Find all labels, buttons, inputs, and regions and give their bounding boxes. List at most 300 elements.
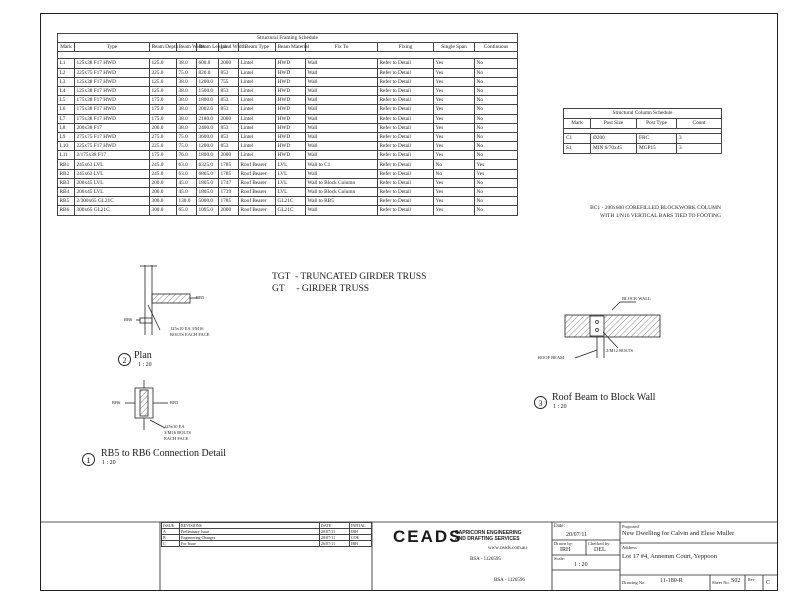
table-cell: 853 (219, 105, 239, 114)
header-cell: Post Size (591, 119, 637, 129)
date-label: Date: (554, 524, 565, 529)
table-cell: HWD (276, 151, 306, 160)
table-cell: 175.0 (150, 105, 177, 114)
table-cell: Ø200 (591, 134, 637, 144)
table-cell: Wall (306, 59, 378, 68)
table-cell: Yes (434, 188, 475, 197)
table-cell: FRC (637, 134, 677, 144)
header-cell: Continuous (475, 43, 518, 52)
table-cell: Yes (434, 123, 475, 132)
table-cell: Yes (434, 142, 475, 151)
table-cell: 38.0 (177, 86, 197, 95)
scale-value: 1 : 20 (574, 562, 588, 568)
table-cell: No (475, 123, 518, 132)
plan-bolt-note (170, 326, 210, 338)
table-cell: RB3 (58, 178, 75, 187)
table-cell: RB6 (58, 206, 75, 215)
table-cell: 1747 (219, 178, 239, 187)
table-cell: 1785 (219, 197, 239, 206)
table-cell: HWD (276, 86, 306, 95)
table-cell: L5 (58, 96, 75, 105)
table-cell: Refer to Detail (378, 68, 434, 77)
table-cell: 125x38 F17 HWD (75, 59, 150, 68)
plan-label-rb6: RB6 (124, 317, 133, 322)
table-cell: B (162, 535, 180, 541)
table-cell: No (475, 197, 518, 206)
table-cell: Yes (434, 86, 475, 95)
table-cell: 38.0 (177, 123, 197, 132)
table-cell: 175.0 (150, 114, 177, 123)
project-name: New Dwelling for Calvin and Elese Muller (622, 530, 735, 537)
table-cell: HWD (276, 105, 306, 114)
table-cell: 45.0 (177, 188, 197, 197)
table-cell: Wall (306, 123, 378, 132)
table-cell: 1785 (219, 169, 239, 178)
connection-bolt-note-line2: 3/M16 BOLTS (164, 430, 191, 435)
header-cell: Load Width (220, 44, 246, 51)
table-cell: IRH (350, 541, 372, 547)
table-cell: Wall to C1 (306, 160, 378, 169)
table-cell: Lintel (239, 77, 276, 86)
header-cell: DATE (320, 523, 350, 529)
block-detail-scale: 1 : 20 (553, 404, 567, 410)
table-cell: No (475, 77, 518, 86)
table-cell: 63.0 (177, 160, 197, 169)
table-cell: L11 (58, 151, 75, 160)
table-cell: Refer to Detail (378, 188, 434, 197)
table-cell: HWD (276, 123, 306, 132)
table-cell: 225x75 F17 HWD (75, 142, 150, 151)
connection-detail-number: 1 (82, 453, 95, 466)
table-cell: Lintel (239, 86, 276, 95)
table-cell: Yes (434, 132, 475, 141)
plan-detail-drawing (136, 265, 198, 335)
table-cell: 38.0 (177, 114, 197, 123)
table-cell: 2000 (219, 114, 239, 123)
table-cell: Preliminary Issue (180, 529, 320, 535)
drawing-no-label: Drawing No. (622, 580, 646, 585)
table-cell: 125.0 (150, 77, 177, 86)
table-cell: No (475, 142, 518, 151)
table-cell: 175x38 F17 HWD (75, 96, 150, 105)
header-cell: Post Type (637, 119, 677, 129)
table-cell: 2/175x38 F17 (75, 151, 150, 160)
table-cell: 245x63 LVL (75, 169, 150, 178)
table-cell: Roof Bearer (239, 206, 276, 215)
table-cell: 853 (219, 86, 239, 95)
table-cell: 1805.0 (197, 178, 219, 187)
header-cell: Mark (58, 43, 75, 52)
table-cell: Roof Bearer (239, 160, 276, 169)
table-cell: No (475, 178, 518, 187)
table-cell: No (475, 105, 518, 114)
table-cell: A (162, 529, 180, 535)
table-cell: 1200.0 (197, 142, 219, 151)
bsa-number-1: BSA - 1126595 (470, 557, 501, 562)
table-cell: HWD (276, 142, 306, 151)
table-cell: 20/07/11 (320, 535, 350, 541)
table-cell: COE (350, 535, 372, 541)
table-cell: 75.0 (177, 68, 197, 77)
table-cell: MIN 6/70x45 (591, 144, 637, 154)
table-cell: 300.0 (150, 197, 177, 206)
column-note-line1: BC1 - 200x600 COREFILLED BLOCKWORK COLUMN (590, 205, 721, 211)
table-cell: Yes (434, 178, 475, 187)
table-cell: HWD (276, 132, 306, 141)
company-subtitle (455, 530, 522, 542)
table-cell: 6325.0 (197, 160, 219, 169)
table-cell: Wall (306, 206, 378, 215)
table-cell: No (475, 114, 518, 123)
table-cell: L10 (58, 142, 75, 151)
table-cell: 175x38 F17 HWD (75, 114, 150, 123)
table-cell: Refer to Detail (378, 86, 434, 95)
table-cell: MGP15 (637, 144, 677, 154)
table-cell: 853 (219, 142, 239, 151)
connection-bolt-note-line3: EACH FACE (164, 436, 189, 441)
table-cell: Refer to Detail (378, 123, 434, 132)
table-cell: No (475, 132, 518, 141)
block-wall-label: BLOCK WALL (622, 296, 651, 301)
table-cell: 125.0 (150, 86, 177, 95)
table-cell: Refer to Detail (378, 169, 434, 178)
table-cell: Refer to Detail (378, 142, 434, 151)
connection-detail-title: RB5 to RB6 Connection Detail (101, 448, 226, 459)
table-cell: Wall (306, 132, 378, 141)
table-cell: 225.0 (150, 68, 177, 77)
table-cell: 820.0 (197, 68, 219, 77)
revisions-table (161, 522, 372, 547)
table-cell: 26/07/11 (320, 541, 350, 547)
table-cell: L4 (58, 86, 75, 95)
legend-gt: GT - GIRDER TRUSS (272, 284, 370, 294)
header-cell: REVISIONS (180, 523, 320, 529)
table-cell: 2180.0 (197, 114, 219, 123)
header-cell: Single Span (434, 43, 475, 52)
drawn-by-value: IRH (560, 547, 571, 553)
table-cell: Yes (434, 197, 475, 206)
table-cell: 600.0 (197, 59, 219, 68)
table-cell: 125.0 (150, 59, 177, 68)
connection-bolt-note (164, 424, 191, 442)
table-cell: Yes (434, 206, 475, 215)
connection-detail-drawing (125, 380, 168, 430)
checked-by-label: Checked by: (588, 541, 611, 546)
company-subtitle-line1: CAPRICORN ENGINEERING (455, 530, 522, 536)
table-cell: 245.0 (150, 160, 177, 169)
rev-value: C (766, 580, 771, 586)
table-cell: Yes (434, 114, 475, 123)
table-cell: Roof Bearer (239, 169, 276, 178)
table-cell: No (434, 169, 475, 178)
table-cell: Engineering Changes (180, 535, 320, 541)
table-cell: 75.0 (177, 142, 197, 151)
table-cell: 853 (219, 123, 239, 132)
table-cell: Refer to Detail (378, 105, 434, 114)
table-cell: 45.0 (177, 178, 197, 187)
table-cell: 755 (219, 77, 239, 86)
table-cell: S1 (564, 144, 591, 154)
table-cell: 76.0 (177, 151, 197, 160)
table-cell: 125x38 F17 HWD (75, 86, 150, 95)
table-cell: Refer to Detail (378, 178, 434, 187)
table-cell: 125x38 F17 HWD (75, 77, 150, 86)
header-cell: Beam Depth (151, 44, 179, 51)
table-cell: 3 (677, 134, 722, 144)
table-cell: 175.0 (150, 151, 177, 160)
table-cell: Wall (306, 86, 378, 95)
table-cell: Lintel (239, 59, 276, 68)
table-cell: Wall to Block Column (306, 188, 378, 197)
table-cell: 1500.0 (197, 86, 219, 95)
table-cell: HWD (276, 59, 306, 68)
revision-row (162, 541, 372, 547)
table-cell: No (475, 96, 518, 105)
table-cell: Lintel (239, 132, 276, 141)
block-detail-title: Roof Beam to Block Wall (552, 392, 656, 403)
table-cell: 38.0 (177, 77, 197, 86)
table-cell: 1785 (219, 160, 239, 169)
table-cell: 2000 (219, 151, 239, 160)
block-detail-number: 3 (534, 396, 547, 409)
table-cell: Wall (306, 151, 378, 160)
table-cell: 300x65 GL21C (75, 206, 150, 215)
table-cell: L7 (58, 114, 75, 123)
header-cell: Fix To (306, 43, 378, 52)
table-cell: Refer to Detail (378, 77, 434, 86)
table-cell: Refer to Detail (378, 114, 434, 123)
sheet-no-label: Sheet No. (712, 580, 730, 585)
table-cell: LVL (276, 160, 306, 169)
table-cell: 1095.0 (197, 206, 219, 215)
table-cell: Yes (434, 151, 475, 160)
header-cell: Count (677, 119, 722, 129)
table-cell: Yes (475, 160, 518, 169)
table-cell: For Issue (180, 541, 320, 547)
table-cell: Lintel (239, 123, 276, 132)
table-cell: HWD (276, 68, 306, 77)
table-cell: Lintel (239, 68, 276, 77)
table-cell: 2000 (219, 206, 239, 215)
table-cell: 200.0 (150, 123, 177, 132)
bsa-number-2: BSA - 1126596 (494, 578, 525, 583)
table-cell: 275x75 F17 HWD (75, 132, 150, 141)
address-value: Lot 17 #4, Annemm Court, Yeppoon (622, 553, 717, 560)
table-cell: 200x45 LVL (75, 178, 150, 187)
table-cell: Wall (306, 68, 378, 77)
connection-label-rb5: RB5 (170, 400, 179, 405)
table-cell: 130.0 (177, 197, 197, 206)
table-cell: Refer to Detail (378, 151, 434, 160)
table-cell: 175x38 F17 HWD (75, 105, 150, 114)
table-cell: No (475, 68, 518, 77)
table-cell: Yes (434, 105, 475, 114)
table-cell: LVL (276, 188, 306, 197)
table-cell: Lintel (239, 142, 276, 151)
scale-label: Scale: (554, 556, 565, 561)
table-cell: 38.0 (177, 59, 197, 68)
table-cell: L8 (58, 123, 75, 132)
table-cell: Wall to Block Column (306, 178, 378, 187)
plan-bolt-note-line1: 125x10 EA 3/M16 (170, 326, 204, 331)
table-cell: 5000.0 (197, 197, 219, 206)
table-cell: Roof Bearer (239, 188, 276, 197)
table-cell: 1805.0 (197, 188, 219, 197)
table-cell: 75.0 (177, 132, 197, 141)
table-cell: IRH (350, 529, 372, 535)
framing-schedule-title: Structural Framing Schedule (58, 34, 518, 43)
bolts-label: 2/M12 BOLTS (606, 348, 633, 353)
table-cell: Refer to Detail (378, 160, 434, 169)
checked-by-value: DEL (594, 547, 606, 553)
table-cell: 3 (677, 144, 722, 154)
drawing-no-value: 11-180-R (660, 578, 683, 584)
column-schedule-title: Structural Column Schedule (564, 109, 722, 119)
table-cell: LVL (276, 169, 306, 178)
company-website: www.ceads.com.au (488, 546, 527, 551)
table-cell: Yes (434, 77, 475, 86)
table-cell: L9 (58, 132, 75, 141)
table-cell: RB1 (58, 160, 75, 169)
table-cell: Refer to Detail (378, 206, 434, 215)
table-cell: Lintel (239, 114, 276, 123)
date-value: 20/07/11 (566, 532, 588, 538)
table-cell: 853 (219, 132, 239, 141)
table-cell: 853 (219, 96, 239, 105)
table-cell: 200x45 LVL (75, 188, 150, 197)
table-cell: Yes (434, 96, 475, 105)
table-cell: 200.0 (150, 178, 177, 187)
table-cell: 225x75 F17 HWD (75, 68, 150, 77)
plan-detail-title: Plan (134, 350, 152, 361)
rev-label: Rev (748, 577, 755, 582)
table-cell: L1 (58, 59, 75, 68)
table-cell: No (475, 86, 518, 95)
table-cell: Wall (306, 142, 378, 151)
header-cell: Beam Material (277, 44, 310, 51)
table-cell: HWD (276, 77, 306, 86)
table-cell: 245x63 LVL (75, 160, 150, 169)
table-cell: Roof Bearer (239, 197, 276, 206)
table-cell: 2000 (219, 59, 239, 68)
table-cell: HWD (276, 114, 306, 123)
table-cell: Yes (475, 169, 518, 178)
table-cell: Refer to Detail (378, 59, 434, 68)
plan-bolt-note-line2: BOLTS EACH FACE (170, 332, 210, 337)
table-cell: RB5 (58, 197, 75, 206)
table-cell: 200x38 F17 (75, 123, 150, 132)
table-cell: 1739 (219, 188, 239, 197)
table-cell: GL21C (276, 197, 306, 206)
table-cell: 6865.0 (197, 169, 219, 178)
header-cell: ISSUE (162, 523, 180, 529)
plan-detail-scale: 1 : 20 (138, 362, 152, 368)
table-cell: RB2 (58, 169, 75, 178)
table-cell: Refer to Detail (378, 197, 434, 206)
plan-label-rb5: RB5 (196, 295, 205, 300)
proposed-label: Proposed (622, 524, 639, 529)
table-cell: 853 (219, 68, 239, 77)
table-cell: RB4 (58, 188, 75, 197)
table-cell: Yes (434, 68, 475, 77)
table-cell: Roof Bearer (239, 178, 276, 187)
table-cell: No (434, 160, 475, 169)
drawn-by-label: Drawn by: (554, 541, 574, 546)
table-cell: Refer to Detail (378, 96, 434, 105)
table-cell: C1 (564, 134, 591, 144)
column-note-line2: WITH 1/N16 VERTICAL BARS TIED TO FOOTING (600, 213, 721, 219)
table-cell: Wall (306, 105, 378, 114)
header-cell: INITIAL (350, 523, 372, 529)
plan-detail-number: 2 (118, 353, 131, 366)
table-cell: Lintel (239, 105, 276, 114)
table-cell: L2 (58, 68, 75, 77)
table-cell: Yes (434, 59, 475, 68)
connection-bolt-note-line1: 125x10 EA (164, 424, 185, 429)
table-cell: Refer to Detail (378, 132, 434, 141)
table-cell: No (475, 151, 518, 160)
table-cell: Wall to RB5 (306, 197, 378, 206)
table-cell: 2400.0 (197, 123, 219, 132)
table-cell: 225.0 (150, 142, 177, 151)
table-cell: 275.0 (150, 132, 177, 141)
table-cell: 1800.0 (197, 96, 219, 105)
table-cell: 38.0 (177, 96, 197, 105)
header-cell: Beam Type (239, 43, 276, 52)
table-cell: Wall (306, 114, 378, 123)
address-label: Address (622, 545, 637, 550)
table-cell: 245.0 (150, 169, 177, 178)
sheet-no-value: S02 (731, 578, 741, 584)
legend-tgt: TGT - TRUNCATED GIRDER TRUSS (272, 272, 427, 282)
company-logo: CEADS (393, 527, 463, 546)
table-cell: 3600.0 (197, 132, 219, 141)
table-cell: LVL (276, 178, 306, 187)
table-cell: Lintel (239, 151, 276, 160)
table-cell: Lintel (239, 96, 276, 105)
table-cell: No (475, 206, 518, 215)
table-cell: 2/300x65 GL21C (75, 197, 150, 206)
table-cell: 20/07/11 (320, 529, 350, 535)
roof-beam-label: ROOF BEAM (538, 355, 565, 360)
table-cell: 63.0 (177, 169, 197, 178)
table-cell: 1800.0 (197, 151, 219, 160)
table-cell: 1200.0 (197, 77, 219, 86)
table-cell: HWD (276, 96, 306, 105)
company-subtitle-line2: AND DRAFTING SERVICES (455, 536, 520, 542)
connection-label-rb6: RB6 (112, 400, 121, 405)
header-cell: Mark (564, 119, 591, 129)
table-cell: 65.0 (177, 206, 197, 215)
table-cell: No (475, 188, 518, 197)
table-cell: 38.0 (177, 105, 197, 114)
table-cell: Wall (306, 96, 378, 105)
table-cell: 175.0 (150, 96, 177, 105)
header-cell: Beam Width (178, 44, 206, 51)
table-cell: L6 (58, 105, 75, 114)
header-cell: Beam Length (198, 44, 228, 51)
table-cell: 2002.0 (197, 105, 219, 114)
connection-detail-scale: 1 : 20 (102, 460, 116, 466)
table-cell: L3 (58, 77, 75, 86)
table-cell: Wall (306, 77, 378, 86)
header-cell: Fixing (378, 43, 434, 52)
table-cell: 300.0 (150, 206, 177, 215)
header-cell: Type (75, 43, 150, 52)
table-cell: GL21C (276, 206, 306, 215)
table-cell: 200.0 (150, 188, 177, 197)
table-cell: No (475, 59, 518, 68)
